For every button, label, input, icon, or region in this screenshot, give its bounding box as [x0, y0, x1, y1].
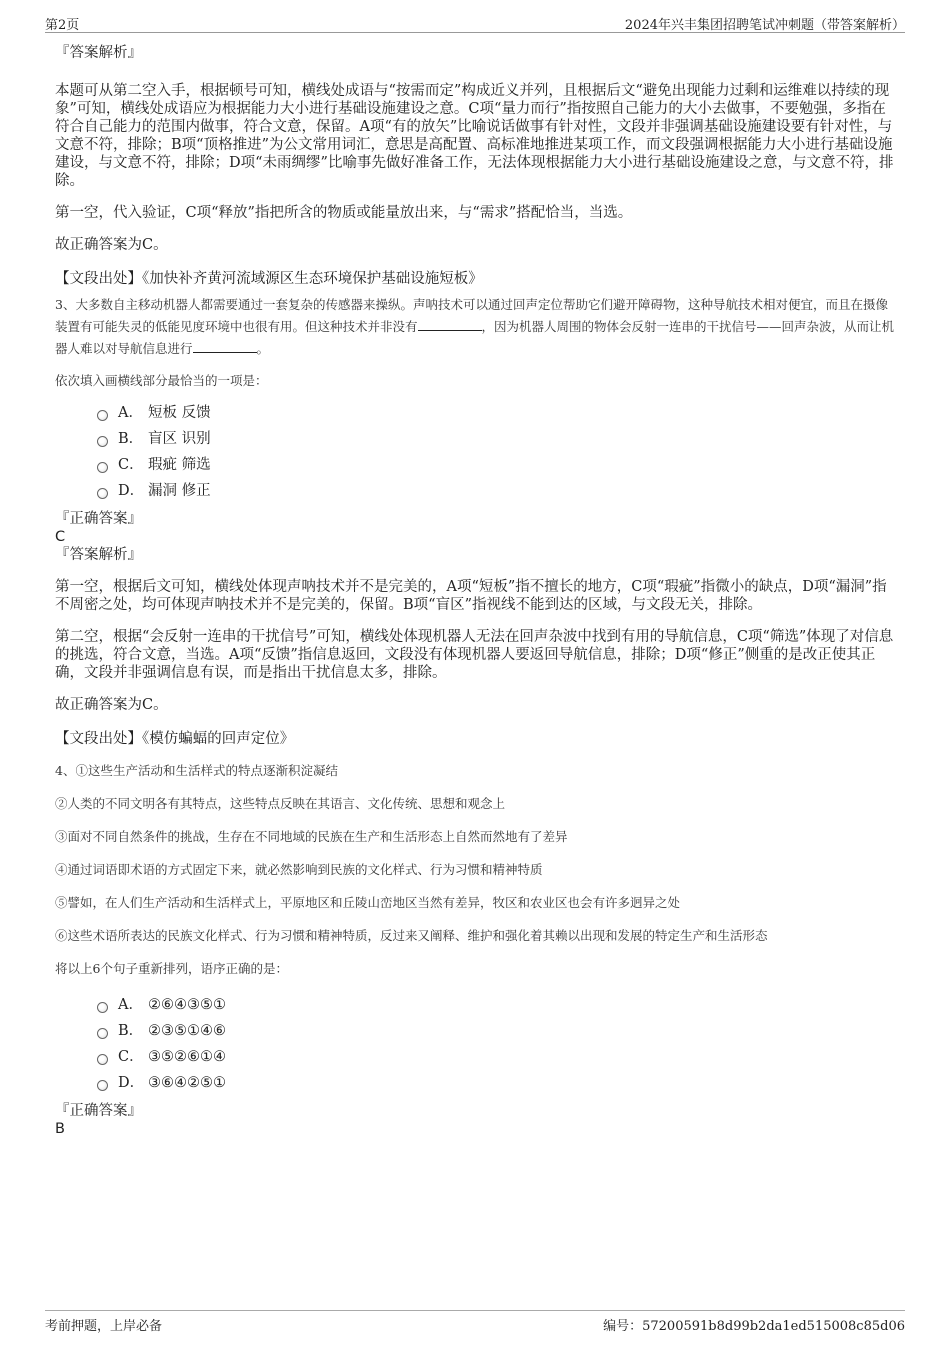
- q4-sentence-4: ④通过词语即术语的方式固定下来，就必然影响到民族的文化样式、行为习惯和精神特质: [55, 862, 543, 877]
- q4-instruction: 将以上6个句子重新排列，语序正确的是：: [55, 961, 288, 976]
- document-id: 编号：57200591b8d99b2da1ed515008c85d06: [603, 1319, 905, 1334]
- q4-sentence-2: ②人类的不同文明各有其特点，这些特点反映在其语言、文化传统、思想和观念上: [55, 796, 506, 811]
- q4-sentence-3: ③面对不同自然条件的挑战，生存在不同地域的民族在生产和生活形态上自然而然地有了差异: [55, 829, 568, 844]
- q2-analysis-paragraph-1: 本题可从第二空入手，根据顿号可知，横线处成语与“按需而定”构成近义并列，且根据后文“避免出现能力过剩和运维难以持续的现象”可知，横线处成语应为根据能力大小进行基础设施建设之意。C项“量力而行”指按照自己能力的大小去做事，不要勉强，多指在符合自己能力的范围内做事，符合文意，保留。A项“有的放矢”比喻说话做事有针对性，文段并非强调基础设施建设要有针对性，与文意不符，排除；B项“顶格推进”为公文常用词汇，意思是高配置、高标准地推进某项工作，而文段强调根据能力大小进行基础设施建设，与文意不符，排除；D项“未雨绸缪”比喻事先做好准备工作，无法体现根据能力大小进行基础设施建设之意，与文意不符，排除。: [55, 83, 894, 189]
- q3-answer: C: [55, 529, 66, 545]
- radio-icon[interactable]: [97, 1002, 108, 1013]
- q4-answer-label: 『正确答案』: [55, 1103, 142, 1119]
- q4-sentence-1: 4、①这些生产活动和生活样式的特点逐渐积淀凝结: [55, 763, 338, 778]
- q3-analysis-paragraph-2: 第二空，根据“会反射一连串的干扰信号”可知，横线处体现机器人无法在回声杂波中找到有用的导航信息，C项“筛选”体现了对信息的挑选，符合文意，当选。A项“反馈”指信息返回，文段没有体现机器人要返回导航信息，排除；D项“修正”侧重的是改正使其正确，文段并非强调信息有误，而是指出干扰信息太多，排除。: [55, 629, 894, 681]
- q4-option-d[interactable]: D． ③⑥④②⑤①: [97, 1070, 900, 1096]
- q3-instruction: 依次填入画横线部分最恰当的一项是：: [55, 373, 268, 388]
- q3-analysis-label: 『答案解析』: [55, 547, 142, 563]
- q3-blank-1: [418, 316, 482, 331]
- radio-icon[interactable]: [97, 1054, 108, 1065]
- q2-analysis-label: 『答案解析』: [55, 45, 142, 61]
- q2-analysis-paragraph-2: 第一空，代入验证，C项“释放”指把所含的物质或能量放出来，与“需求”搭配恰当，当选。: [55, 205, 633, 221]
- q3-option-c[interactable]: C． 瑕疵 筛选: [97, 452, 900, 478]
- q3-conclusion: 故正确答案为C。: [55, 697, 168, 713]
- q4-sentence-6: ⑥这些术语所表达的民族文化样式、行为习惯和精神特质，反过来又阐释、维护和强化着其赖以出现和发展的特定生产和生活形态: [55, 928, 768, 943]
- q4-option-c[interactable]: C． ③⑤②⑥①④: [97, 1044, 900, 1070]
- document-title: 2024年兴丰集团招聘笔试冲刺题（带答案解析）: [624, 18, 905, 33]
- radio-icon[interactable]: [97, 410, 108, 421]
- q3-stem-part-2: ，因为机器人周围的物体会反射一连串的干扰信号——回声杂波，从而让机器人难以对导航信息进行: [55, 319, 895, 356]
- q3-stem-part-1: 3、大多数自主移动机器人都需要通过一套复杂的传感器来操纵。声呐技术可以通过回声定位帮助它们避开障碍物，这种导航技术相对便宜，而且在摄像装置有可能失灵的低能见度环境中也很有用。但这种技术并非没有: [55, 297, 888, 334]
- q4-options: [97, 992, 900, 1096]
- q3-answer-label: 『正确答案』: [55, 511, 142, 527]
- radio-icon[interactable]: [97, 436, 108, 447]
- q3-stem-part-3: 。: [256, 341, 270, 356]
- q4-option-a[interactable]: A． ②⑥④③⑤①: [97, 992, 900, 1018]
- q3-option-b[interactable]: B． 盲区 识别: [97, 426, 900, 452]
- q3-stem: [55, 294, 900, 360]
- q4-sentence-5: ⑤譬如，在人们生产活动和生活样式上，平原地区和丘陵山峦地区当然有差异，牧区和农业区也会有许多迥异之处: [55, 895, 681, 910]
- footer-slogan: 考前押题，上岸必备: [45, 1319, 163, 1334]
- q2-conclusion: 故正确答案为C。: [55, 237, 168, 253]
- q4-option-b[interactable]: B． ②③⑤①④⑥: [97, 1018, 900, 1044]
- q3-source: 【文段出处】《模仿蝙蝠的回声定位》: [55, 731, 295, 747]
- q3-analysis-paragraph-1: 第一空，根据后文可知，横线处体现声呐技术并不是完美的，A项“短板”指不擅长的地方，C项“瑕疵”指微小的缺点，D项“漏洞”指不周密之处，均可体现声呐技术并不是完美的，保留。B项“盲区”指视线不能到达的区域，与文段无关，排除。: [55, 579, 887, 613]
- q3-option-a[interactable]: A． 短板 反馈: [97, 400, 900, 426]
- page-number: 第2页: [45, 18, 80, 33]
- page-header: [45, 12, 905, 33]
- q3-option-d[interactable]: D． 漏洞 修正: [97, 478, 900, 504]
- page-footer: [45, 1310, 905, 1337]
- radio-icon[interactable]: [97, 462, 108, 473]
- radio-icon[interactable]: [97, 1028, 108, 1039]
- q4-answer: B: [55, 1121, 65, 1137]
- radio-icon[interactable]: [97, 1080, 108, 1091]
- q3-blank-2: [193, 338, 257, 353]
- radio-icon[interactable]: [97, 488, 108, 499]
- q3-options: [97, 400, 900, 504]
- document-body: [55, 44, 900, 1138]
- q2-source: 【文段出处】《加快补齐黄河流域源区生态环境保护基础设施短板》: [55, 271, 483, 287]
